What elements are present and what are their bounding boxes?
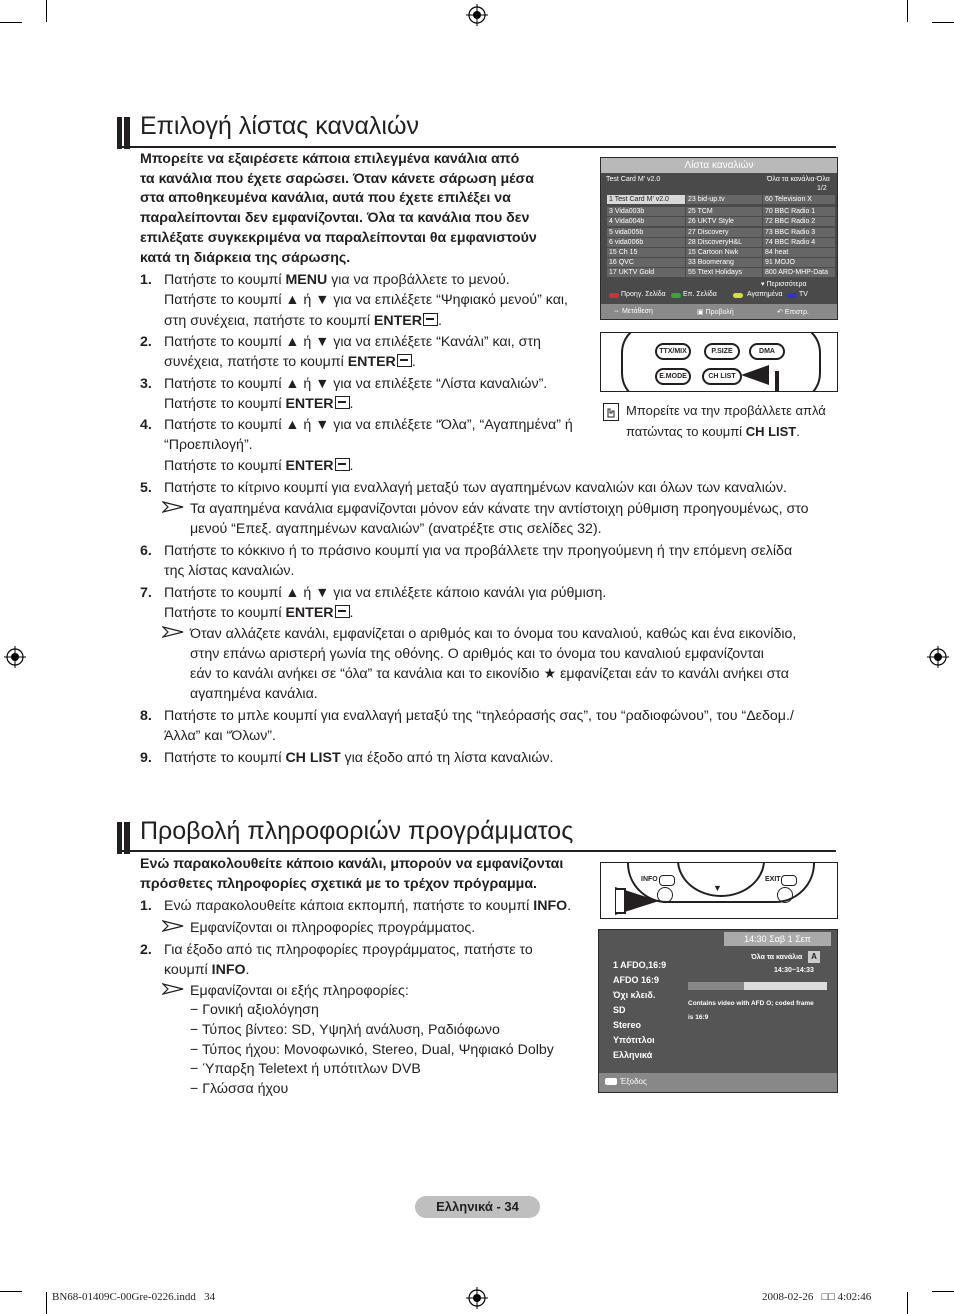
ch-list-button: CH LIST: [702, 368, 742, 385]
pointing-hand-icon: [741, 365, 769, 385]
legend-yellow: Αγαπημένα: [747, 291, 783, 298]
channel-entry[interactable]: 28 DiscoveryH&L: [686, 238, 762, 247]
section-title: Προβολή πληροφοριών προγράμματος: [140, 817, 574, 845]
step-line: στη συνέχεια, πατήστε το κουμπί ENTER .: [164, 312, 442, 329]
channel-entry[interactable]: 60 Television X: [763, 195, 835, 204]
osd-page: 1/2: [817, 185, 827, 192]
legend-blue: TV: [799, 291, 808, 298]
footer-return: ↶ Επιστρ.: [777, 309, 809, 316]
step-number: 4.: [140, 417, 152, 433]
pointing-hand-icon: [615, 885, 659, 917]
channel-entry[interactable]: 5 vida005b: [607, 228, 685, 237]
step-number: 1.: [140, 272, 152, 288]
info-list-item: − Γονική αξιολόγηση: [190, 1002, 319, 1018]
intro-line: κατά τη διάρκεια της σάρωσης.: [140, 249, 351, 266]
osd-more: ▾ Περισσότερα: [761, 281, 807, 288]
step-line: Πατήστε το κουμπί ENTER .: [164, 457, 354, 474]
channel-entry[interactable]: 23 bid-up.tv: [686, 195, 762, 204]
progress-fill: [688, 982, 744, 990]
channel-entry[interactable]: 3 Vida003b: [607, 207, 685, 216]
crop-mark: [932, 22, 954, 23]
section-intro: [140, 855, 563, 894]
channel-entry[interactable]: 16 QVC: [607, 258, 685, 267]
intro-line: Μπορείτε να εξαιρέσετε κάποια επιλεγμένα κανάλια από: [140, 151, 520, 167]
step-line: Ενώ παρακολουθείτε κάποια εκπομπή, πατήστε το κουμπί INFO.: [164, 898, 572, 914]
osd-info-list: [613, 958, 666, 1063]
channel-entry[interactable]: 17 UKTV Gold: [607, 268, 685, 277]
channel-entry[interactable]: 33 Boomerang: [686, 258, 762, 267]
channel-entry[interactable]: 1 Test Card M' v2.0: [607, 195, 685, 204]
info-list-item: − Γλώσσα ήχου: [190, 1081, 289, 1098]
legend-green: Επ. Σελίδα: [683, 291, 717, 298]
channel-entry[interactable]: 70 BBC Radio 1: [763, 207, 835, 216]
exit-button: [781, 875, 797, 886]
step-line: Για έξοδο από τις πληροφορίες προγράμματος, πατήστε το: [164, 942, 533, 958]
osd-description: Contains video with AFD O; coded frame is 16:9: [688, 1000, 814, 1021]
osd-time: 14:30 Σαβ 1 Σεπ: [724, 932, 831, 946]
print-file-info: BN68-01409C-00Gre-0226.indd 34: [52, 1291, 216, 1303]
step-number: 9.: [140, 750, 152, 766]
osd-mode: Όλα τα κανάλια-Όλα: [767, 176, 830, 183]
print-date-info: 2008-02-26 □□ 4:02:46: [762, 1291, 872, 1303]
step-line: Πατήστε το κίτρινο κουμπί για εναλλαγή μεταξύ των αγαπημένων καναλιών και όλων των καναλιών.: [164, 480, 787, 496]
exit-button-label: EXIT: [765, 876, 781, 883]
progress-track: [688, 982, 827, 990]
step-line: Πατήστε το κουμπί ▲ ή ▼ για να επιλέξετε “Λίστα καναλιών”.: [164, 376, 548, 392]
footer-move: ⇔ Μετάθεση: [613, 308, 653, 315]
step-number: 8.: [140, 708, 152, 724]
channel-entry[interactable]: 91 MOJO: [763, 258, 835, 267]
channel-entry[interactable]: 800 ARD-MHP-Data: [763, 268, 835, 277]
intro-line: στα αποθηκευμένα κανάλια, αυτά που έχετε επιλέξει να: [140, 190, 511, 207]
step-line: Πατήστε το κουμπί ENTER .: [164, 396, 354, 413]
info-list-item: − Ύπαρξη Teletext ή υπότιτλων DVB: [190, 1061, 421, 1078]
info-row: Υπότιτλοι: [613, 1035, 655, 1045]
channel-badge: A: [808, 951, 820, 963]
section-rule: [117, 146, 836, 148]
note-arrow-icon: [162, 920, 184, 932]
osd-time-range: 14:30~14:33: [774, 967, 814, 974]
step-line: Πατήστε το κουμπί ENTER .: [164, 605, 354, 622]
ttx-mix-button: TTX/MIX: [655, 343, 691, 360]
note-text: Εμφανίζονται οι πληροφορίες προγράμματος.: [190, 920, 476, 936]
crop-mark: [0, 22, 22, 23]
channel-grid: [601, 195, 837, 280]
info-row: 1 AFDO,16:9: [613, 960, 667, 970]
note-arrow-icon: [162, 501, 184, 513]
step-line: Πατήστε το κουμπί ▲ ή ▼ για να επιλέξετε “Όλα”, “Αγαπημένα” ή: [164, 417, 573, 433]
step-number: 7.: [140, 585, 152, 601]
channel-entry[interactable]: 27 Discovery: [686, 228, 762, 237]
intro-line: παραλείπονται δεν εμφανίζονται. Όλα τα κανάλια που δεν: [140, 210, 530, 227]
step-line: συνέχεια, πατήστε το κουμπί ENTER .: [164, 354, 416, 371]
step-line: Πατήστε το κουμπί MENU για να προβάλλετε το μενού.: [164, 272, 510, 288]
note-text: Εμφανίζονται οι εξής πληροφορίες:: [190, 983, 409, 999]
registration-mark-icon: [927, 646, 949, 668]
info-row: Stereo: [613, 1020, 642, 1030]
remote-control-illustration: [600, 332, 838, 392]
info-row: Όχι κλειδ.: [613, 990, 656, 1000]
step-line: Πατήστε το κόκκινο ή το πράσινο κουμπί για να προβάλλετε την προηγούμενη ή την επόμενη σελίδα: [164, 543, 793, 559]
legend-red: Προηγ. Σελίδα: [621, 291, 666, 298]
crop-mark: [907, 1292, 908, 1314]
osd-title: Λίστα καναλιών: [601, 158, 837, 173]
note-text: Τα αγαπημένα κανάλια εμφανίζονται μόνον εάν κάνατε την αντίστοιχη ρύθμιση προηγουμένως, στο μενού “Επεξ. αγαπημένων καναλιών” (ανατρέξτε στις σελίδες 32).: [190, 501, 809, 537]
section-rule: [117, 850, 836, 852]
step-line: Άλλα” και “Όλων”.: [164, 728, 276, 745]
down-arrow-icon: ▼: [713, 883, 722, 893]
channel-entry[interactable]: 72 BBC Radio 2: [763, 217, 835, 226]
dma-button: DMA: [749, 343, 785, 360]
registration-mark-icon: [466, 4, 488, 26]
channel-entry[interactable]: 4 Vida004b: [607, 217, 685, 226]
channel-entry[interactable]: 15 Ch 15: [607, 248, 685, 257]
hand-tip-icon: [603, 403, 619, 421]
intro-line: Ενώ παρακολουθείτε κάποιο κανάλι, μπορούν να εμφανίζονται: [140, 856, 564, 872]
channel-entry[interactable]: 15 Cartoon Nwk: [686, 248, 762, 257]
info-row: AFDO 16:9: [613, 975, 660, 985]
tip-line: πατώντας το κουμπί CH LIST.: [626, 423, 800, 439]
step-line: Πατήστε το μπλε κουμπί για εναλλαγή μεταξύ της “τηλεόρασής σας”, του “ραδιοφώνου”, του “Δεδομ./: [164, 708, 794, 724]
channel-entry[interactable]: 26 UKTV Style: [686, 217, 762, 226]
osd-current: Test Card M' v2.0: [606, 176, 661, 183]
step-line: Πατήστε το κουμπί CH LIST για έξοδο από τη λίστα καναλιών.: [164, 750, 554, 766]
step-line: της λίστας καναλιών.: [164, 563, 295, 580]
section-marker: [117, 117, 130, 149]
info-row: Ελληνικά: [613, 1050, 653, 1060]
remote-control-illustration: [600, 862, 838, 919]
intro-line: επιλέξατε συγκεκριμένα να παραλείπονται θα εμφανιστούν: [140, 229, 537, 246]
info-row: SD: [613, 1005, 626, 1015]
step-number: 2.: [140, 334, 152, 350]
footer-view: ▣ Προβολή: [697, 309, 734, 316]
crop-mark: [46, 0, 47, 22]
p-size-button: P.SIZE: [704, 343, 740, 360]
exit-button-ring: [777, 887, 793, 903]
footer-exit: Έξοδος: [620, 1077, 647, 1086]
crop-mark: [932, 1291, 954, 1292]
note-text: Όταν αλλάζετε κανάλι, εμφανίζεται ο αριθμός και το όνομα του καναλιού, καθώς και ένα εικονίδιο, στην επάνω αριστερή γωνία της οθόνης. Ο αριθμός και το όνομα του καναλιού εμφανίζονται εάν το κανάλι ανήκει σε “όλα” τα κανάλια και το εικονίδιο ★ εμφανίζεται εάν το κανάλι ανήκει στα αγαπημένα κανάλια.: [190, 626, 797, 702]
registration-mark-icon: [466, 1287, 488, 1309]
step-line: Πατήστε το κουμπί ▲ ή ▼ για να επιλέξετε “Ψηφιακό μενού” και,: [164, 292, 568, 309]
step-line: Πατήστε το κουμπί ▲ ή ▼ για να επιλέξετε “Κανάλι” και, στη: [164, 334, 541, 350]
step-number: 3.: [140, 376, 152, 392]
tip-line: Μπορείτε να την προβάλλετε απλά: [626, 403, 826, 418]
info-list-item: − Τύπος βίντεο: SD, Υψηλή ανάλυση, Ραδιόφωνο: [190, 1021, 500, 1038]
crop-mark: [907, 0, 908, 22]
info-list-item: − Τύπος ήχου: Μονοφωνικό, Stereo, Dual, Ψηφιακό Dolby: [190, 1041, 554, 1058]
osd-footer: [599, 1073, 837, 1092]
note-arrow-icon: [162, 983, 184, 995]
crop-mark: [0, 1291, 22, 1292]
step-number: 5.: [140, 480, 152, 496]
channel-entry[interactable]: 84 heat: [763, 248, 835, 257]
exit-key-icon: [605, 1078, 617, 1085]
intro-line: πρόσθετες πληροφορίες σχετικά με το τρέχον πρόγραμμα.: [140, 875, 537, 892]
section-intro: [140, 150, 537, 268]
step-line: “Προεπιλογή”.: [164, 437, 253, 454]
step-line: κουμπί INFO.: [164, 962, 250, 979]
channel-entry[interactable]: 73 BBC Radio 3: [763, 228, 835, 237]
step-number: 6.: [140, 543, 152, 559]
info-button-label: INFO: [641, 876, 658, 883]
channel-entry[interactable]: 6 vida006b: [607, 238, 685, 247]
crop-mark: [46, 1292, 47, 1314]
e-mode-button: E.MODE: [655, 368, 691, 385]
note-arrow-icon: [162, 626, 184, 638]
tip-text: [626, 401, 826, 442]
info-button-ring: [657, 887, 673, 903]
program-info-screen: [598, 929, 838, 1093]
registration-mark-icon: [4, 646, 26, 668]
osd-legend: [601, 290, 837, 302]
channel-entry[interactable]: 55 Ttext Holidays: [686, 268, 762, 277]
intro-line: τα κανάλια που έχετε σαρώσει. Όταν κάνετε σάρωση μέσα: [140, 170, 534, 187]
info-list: [190, 1001, 554, 1100]
step-line: Πατήστε το κουμπί ▲ ή ▼ για να επιλέξετε κάποιο κανάλι για ρύθμιση.: [164, 585, 607, 601]
section-title: Επιλογή λίστας καναλιών: [140, 112, 419, 140]
osd-footer: [601, 304, 837, 319]
osd-mode: Όλα τα κανάλια: [751, 954, 803, 961]
channel-entry[interactable]: 74 BBC Radio 4: [763, 238, 835, 247]
channel-list-screen: [600, 157, 838, 320]
page-number-badge: Ελληνικά - 34: [415, 1196, 540, 1218]
channel-entry[interactable]: 25 TCM: [686, 207, 762, 216]
info-button: [659, 875, 675, 886]
